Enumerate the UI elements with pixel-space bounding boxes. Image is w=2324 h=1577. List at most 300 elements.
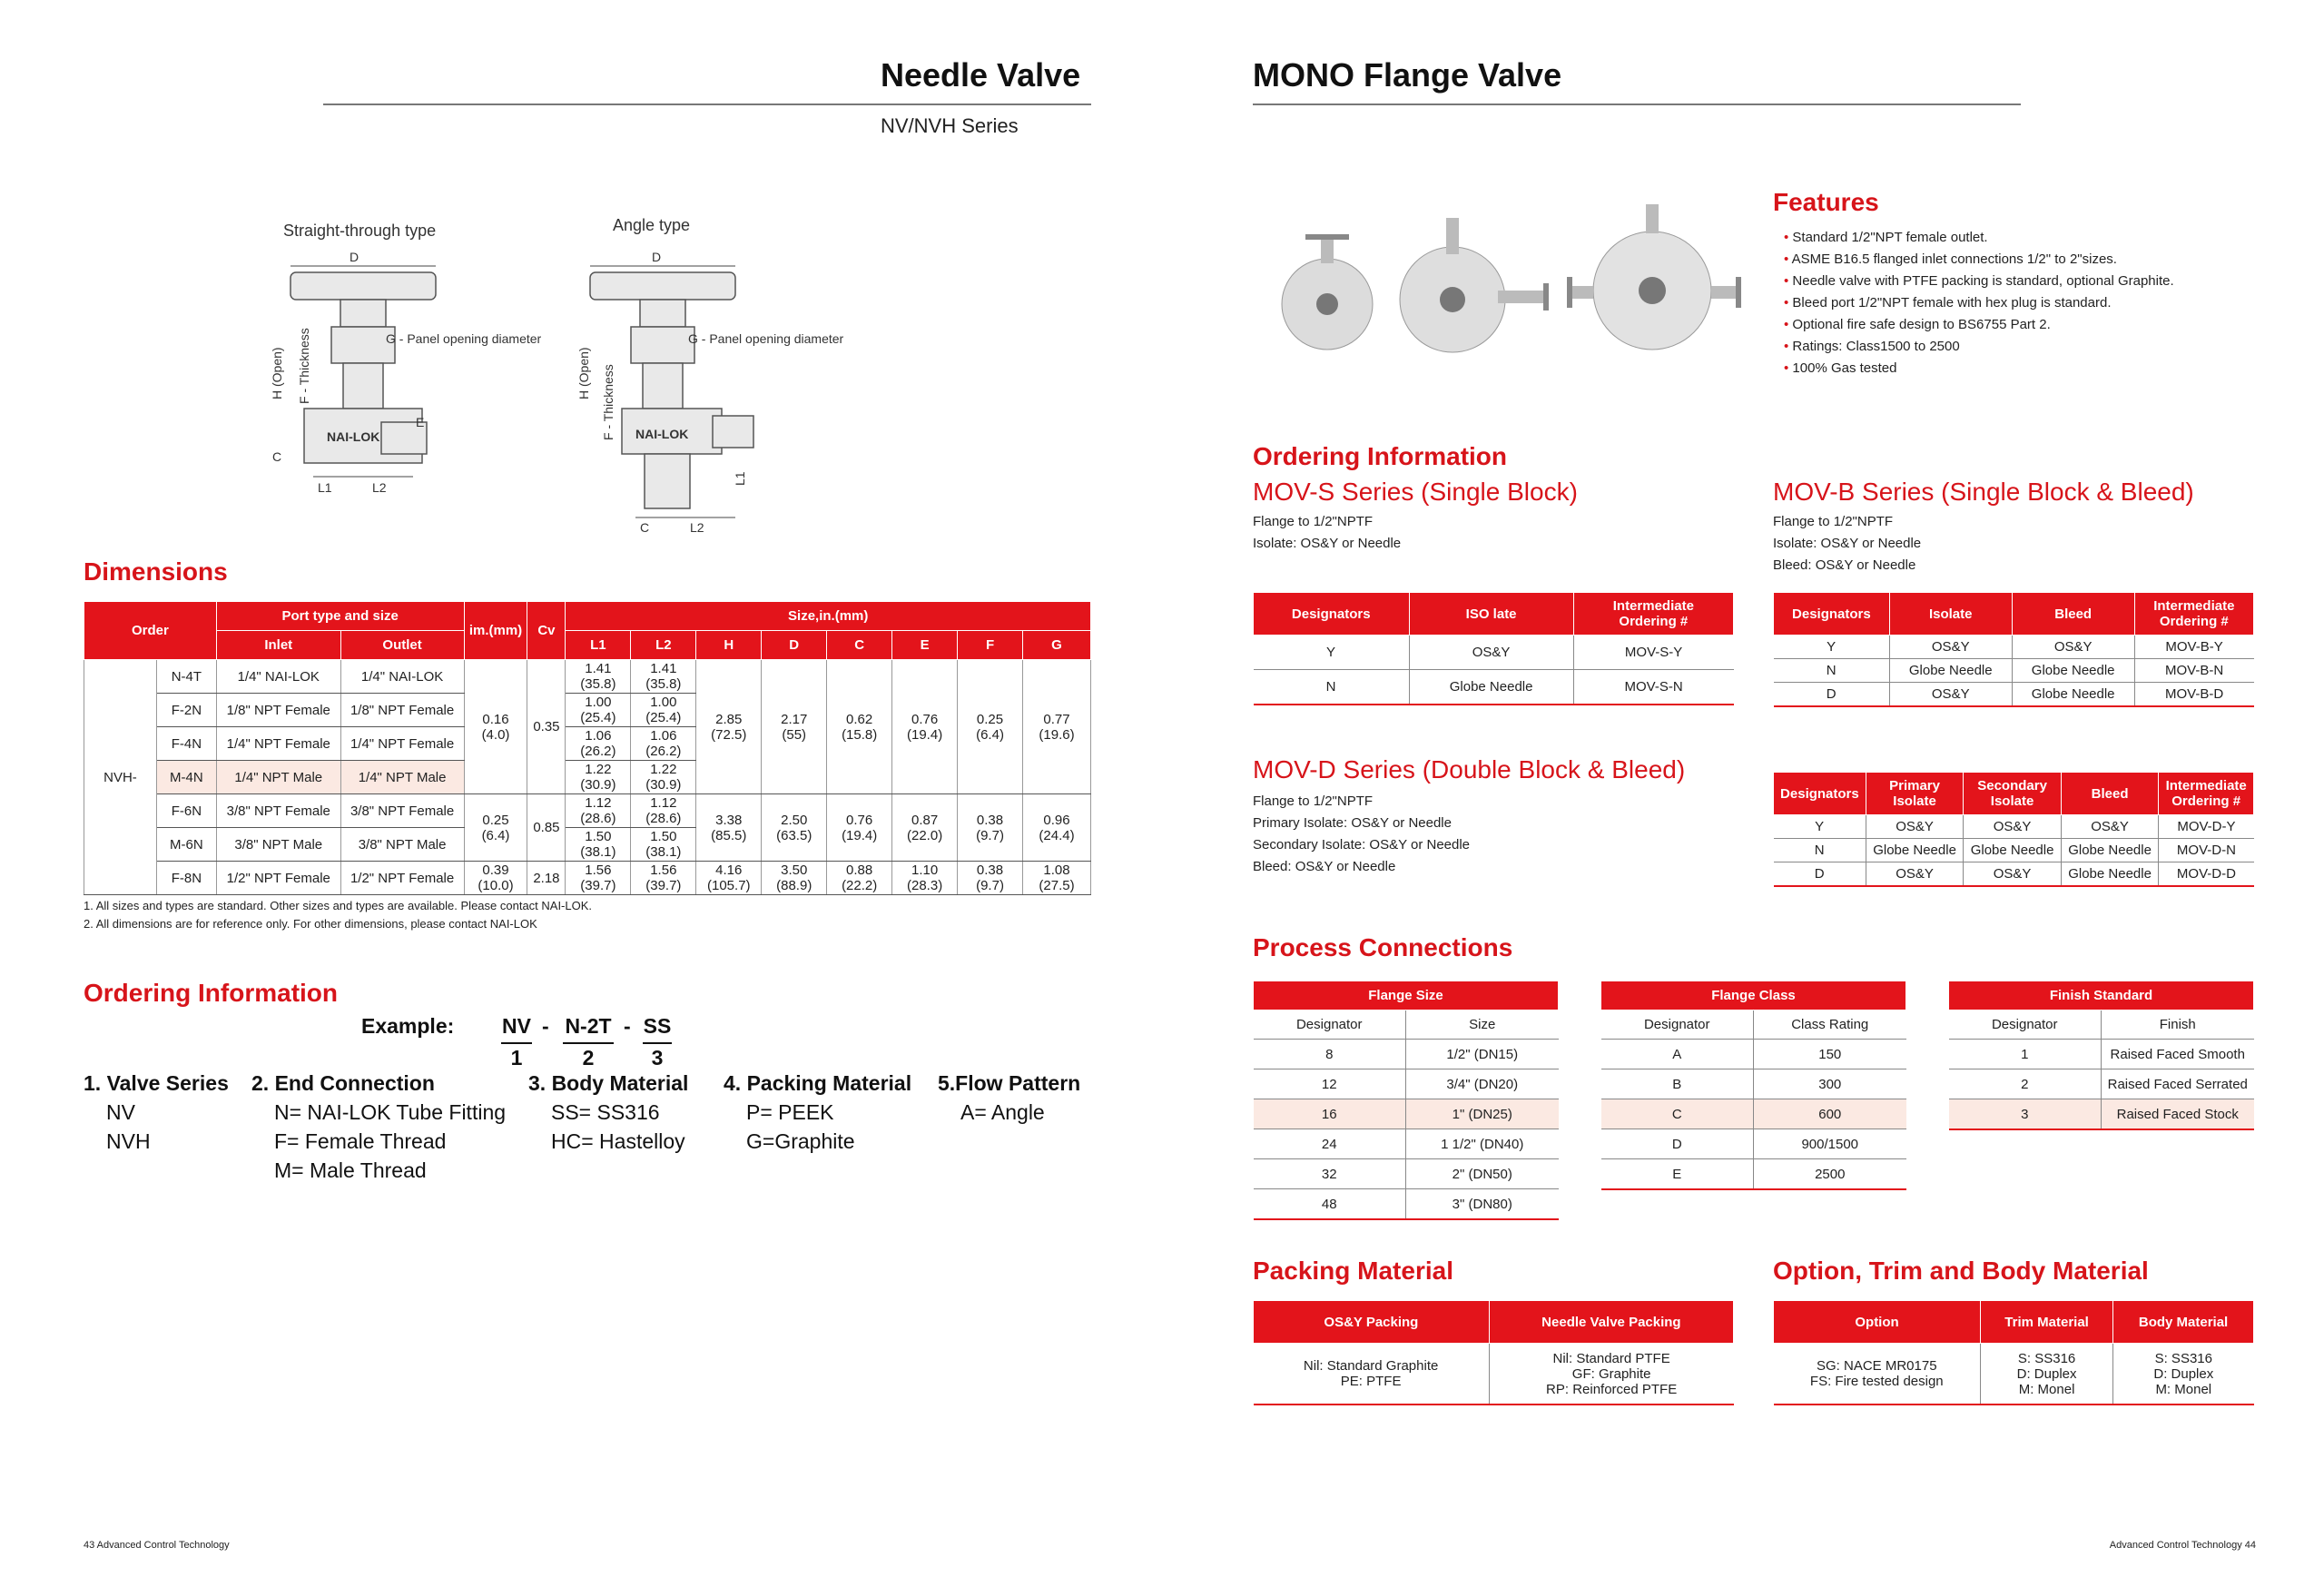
table-cell: OS&Y — [1409, 636, 1573, 670]
table-title-row — [1601, 981, 1906, 1010]
table-column-head: Designator — [1254, 1010, 1406, 1040]
dim-code-cell: N-4T — [156, 660, 216, 694]
order-column-head: 4. Packing Material — [724, 1071, 912, 1095]
angle-type-drawing — [576, 250, 844, 535]
table-cell: MOV-B-Y — [2134, 636, 2253, 659]
svg-text:D: D — [350, 250, 359, 264]
order-column-head: 2. End Connection — [251, 1071, 435, 1095]
dim-table-row — [84, 794, 1091, 828]
table-row — [1774, 815, 2254, 839]
table-header-row — [1254, 1010, 1559, 1040]
dim-inlet-cell: 1/4" NPT Female — [216, 727, 340, 761]
order-column-item: NVH — [106, 1129, 151, 1153]
packing-material-heading: Packing Material — [1253, 1257, 1453, 1285]
table-header-cell: Bleed — [2061, 773, 2159, 815]
table-title-cell: Flange Size — [1254, 981, 1559, 1010]
table-header-cell: Option — [1774, 1301, 1981, 1344]
table-cell: 1/2" (DN15) — [1406, 1040, 1559, 1069]
order-column-item: P= PEEK — [746, 1100, 834, 1124]
table-cell: Globe Needle — [2061, 862, 2159, 887]
dim-inlet-cell: 1/4" NAI-LOK — [216, 660, 340, 694]
svg-text:NAI-LOK: NAI-LOK — [327, 429, 380, 444]
dim-l1-cell: 1.41 (35.8) — [566, 660, 631, 694]
dim-code-cell: F-8N — [156, 862, 216, 895]
table-header-cell: ISO late — [1409, 593, 1573, 636]
dim-e-cell: 1.10 (28.3) — [892, 862, 958, 895]
table-row — [1254, 1099, 1559, 1129]
svg-text:L2: L2 — [690, 520, 704, 535]
dim-l1-cell: 1.56 (39.7) — [566, 862, 631, 895]
table-cell: 3 — [1949, 1099, 2102, 1130]
table-row — [1601, 1159, 1906, 1190]
movd-title: MOV-D Series (Double Block & Bleed) — [1253, 755, 1686, 784]
table-cell: B — [1601, 1069, 1754, 1099]
dim-inlet-cell: 3/8" NPT Female — [216, 794, 340, 828]
table-cell: MOV-S-Y — [1573, 636, 1733, 670]
dim-code-cell: M-4N — [156, 761, 216, 794]
table-row — [1254, 1069, 1559, 1099]
example-label: Example: — [361, 1014, 455, 1038]
table-cell: 600 — [1754, 1099, 1906, 1129]
dim-outlet-cell: 1/4" NPT Male — [340, 761, 464, 794]
finish-standard-table — [1948, 981, 2254, 1130]
table-row — [1254, 1189, 1559, 1220]
angle-type-label: Angle type — [613, 216, 691, 234]
table-header-cell: OS&Y Packing — [1254, 1301, 1490, 1344]
table-header-cell: Designators — [1774, 773, 1866, 815]
flange-class-table — [1600, 981, 1906, 1190]
movd-desc-line: Bleed: OS&Y or Needle — [1253, 859, 1396, 874]
table-header-row — [1774, 1301, 2254, 1344]
table-cell: Nil: Standard PTFE GF: Graphite RP: Reinforced PTFE — [1489, 1344, 1733, 1405]
dim-l1-cell: 1.06 (26.2) — [566, 727, 631, 761]
table-cell: Raised Faced Serrated — [2102, 1069, 2254, 1099]
bullet-icon: • — [1784, 230, 1793, 245]
table-cell: 300 — [1754, 1069, 1906, 1099]
svg-text:H (Open): H (Open) — [270, 347, 284, 399]
movb-desc-line: Isolate: OS&Y or Needle — [1773, 536, 1922, 551]
table-row — [1949, 1099, 2254, 1130]
table-row — [1774, 862, 2254, 887]
table-cell: OS&Y — [1889, 636, 2012, 659]
table-row — [1774, 1344, 2254, 1405]
table-cell: N — [1254, 670, 1410, 705]
feature-item — [1784, 249, 2174, 271]
table-cell: 8 — [1254, 1040, 1406, 1069]
table-cell: OS&Y — [1964, 815, 2062, 839]
table-title-row — [1254, 981, 1559, 1010]
bullet-icon: • — [1784, 360, 1793, 376]
table-cell: A — [1601, 1040, 1754, 1069]
table-row — [1774, 839, 2254, 862]
example-num-1: 1 — [510, 1046, 523, 1069]
title-rule-right — [1253, 103, 2021, 105]
feature-text: Bleed port 1/2"NPT female with hex plug is standard. — [1792, 295, 2112, 310]
dim-l2-cell: 1.22 (30.9) — [631, 761, 696, 794]
table-cell: OS&Y — [2012, 636, 2134, 659]
feature-item — [1784, 358, 2174, 379]
dim-table-row — [84, 862, 1091, 895]
dim-inlet-cell: 1/8" NPT Female — [216, 694, 340, 727]
order-column-item: G=Graphite — [746, 1129, 855, 1153]
valve-single-block — [1282, 234, 1373, 350]
table-cell: D — [1774, 683, 1890, 707]
table-header-cell: Trim Material — [1981, 1301, 2113, 1344]
dim-f-cell: 0.38 (9.7) — [958, 862, 1023, 895]
table-row — [1254, 636, 1734, 670]
table-header-cell: Primary Isolate — [1866, 773, 1964, 815]
table-cell: OS&Y — [1866, 815, 1964, 839]
table-cell: Globe Needle — [1964, 839, 2062, 862]
svg-text:L1: L1 — [318, 480, 332, 495]
table-cell: Globe Needle — [2012, 659, 2134, 683]
table-cell: MOV-B-N — [2134, 659, 2253, 683]
table-cell: 32 — [1254, 1159, 1406, 1189]
table-column-head: Finish — [2102, 1010, 2254, 1040]
table-header-cell: Body Material — [2113, 1301, 2254, 1344]
footer-right: Advanced Control Technology 44 — [2109, 1540, 2256, 1551]
table-cell: Y — [1254, 636, 1410, 670]
order-column-item: N= NAI-LOK Tube Fitting — [274, 1100, 507, 1124]
table-cell: 12 — [1254, 1069, 1406, 1099]
table-cell: Globe Needle — [1889, 659, 2012, 683]
feature-text: Needle valve with PTFE packing is standard, optional Graphite. — [1792, 273, 2174, 289]
table-title-cell: Flange Class — [1601, 981, 1906, 1010]
table-cell: Nil: Standard Graphite PE: PTFE — [1254, 1344, 1490, 1405]
features-heading: Features — [1773, 188, 1879, 216]
dim-inlet-cell: 1/2" NPT Female — [216, 862, 340, 895]
example-part-2: N-2T — [563, 1014, 614, 1044]
table-row — [1774, 659, 2254, 683]
table-row — [1774, 683, 2254, 707]
table-cell: Globe Needle — [1866, 839, 1964, 862]
feature-text: ASME B16.5 flanged inlet connections 1/2" to 2"sizes. — [1791, 251, 2117, 267]
dim-l1-cell: 1.00 (25.4) — [566, 694, 631, 727]
right-page-title: MONO Flange Valve — [1253, 56, 1562, 94]
dim-outlet-cell: 1/2" NPT Female — [340, 862, 464, 895]
dim-d-cell: 3.50 (88.9) — [762, 862, 827, 895]
table-cell: Globe Needle — [2012, 683, 2134, 707]
dim-code-cell: F-4N — [156, 727, 216, 761]
dim-g-cell: 0.77 (19.6) — [1022, 660, 1090, 794]
bullet-icon: • — [1784, 317, 1793, 332]
dim-cv-cell: 2.18 — [527, 862, 566, 895]
dim-l2-cell: 1.12 (28.6) — [631, 794, 696, 828]
dim-inlet-cell: 3/8" NPT Male — [216, 828, 340, 862]
table-cell: 900/1500 — [1754, 1129, 1906, 1159]
table-header-cell: Designators — [1774, 593, 1890, 636]
dim-outlet-cell: 1/8" NPT Female — [340, 694, 464, 727]
table-header-cell: Intermediate Ordering # — [2159, 773, 2254, 815]
table-header-row — [1254, 1301, 1734, 1344]
movs-desc-line: Isolate: OS&Y or Needle — [1253, 536, 1402, 551]
svg-text:L1: L1 — [733, 471, 747, 486]
table-row — [1949, 1040, 2254, 1069]
table-cell: 1 1/2" (DN40) — [1406, 1129, 1559, 1159]
order-column-head: 5.Flow Pattern — [938, 1071, 1081, 1095]
order-column-head: 1. Valve Series — [84, 1071, 229, 1095]
movd-desc-line: Secondary Isolate: OS&Y or Needle — [1253, 837, 1471, 853]
example-num-3: 3 — [651, 1046, 664, 1069]
feature-text: 100% Gas tested — [1792, 360, 1897, 376]
order-column-item: F= Female Thread — [274, 1129, 447, 1153]
table-cell: 2" (DN50) — [1406, 1159, 1559, 1189]
table-cell: 48 — [1254, 1189, 1406, 1220]
order-column-head: 3. Body Material — [528, 1071, 689, 1095]
dim-f-cell: 0.38 (9.7) — [958, 794, 1023, 862]
movs-table — [1253, 592, 1734, 705]
dim-e-cell: 0.76 (19.4) — [892, 660, 958, 794]
table-cell: MOV-B-D — [2134, 683, 2253, 707]
left-subtitle: NV/NVH Series — [881, 114, 1019, 137]
table-header-row — [1254, 593, 1734, 636]
dim-l1-cell: 1.50 (38.1) — [566, 828, 631, 862]
ordering-heading-left: Ordering Information — [84, 979, 338, 1007]
order-column-item: A= Angle — [960, 1100, 1045, 1124]
table-cell: E — [1601, 1159, 1754, 1190]
dim-d-cell: 2.50 (63.5) — [762, 794, 827, 862]
table-header-row — [1774, 593, 2254, 636]
left-page-title: Needle Valve — [881, 56, 1081, 94]
feature-text: Optional fire safe design to BS6755 Part 2. — [1792, 317, 2051, 332]
note-2: 2. All dimensions are for reference only. For other dimensions, please contact NAI-LOK — [84, 917, 537, 931]
title-rule — [323, 103, 1091, 105]
bullet-icon: • — [1784, 273, 1793, 289]
table-cell: OS&Y — [1889, 683, 2012, 707]
table-cell: MOV-D-D — [2159, 862, 2254, 887]
table-cell: Y — [1774, 636, 1890, 659]
dim-outlet-cell: 3/8" NPT Female — [340, 794, 464, 828]
svg-text:G - Panel opening diameter: G - Panel opening diameter — [386, 331, 542, 346]
table-header-cell: Intermediate Ordering # — [2134, 593, 2253, 636]
dim-c-cell: 0.88 (22.2) — [827, 862, 892, 895]
feature-item — [1784, 227, 2174, 249]
table-cell: 2 — [1949, 1069, 2102, 1099]
bullet-icon: • — [1784, 295, 1793, 310]
valve-single-block-bleed — [1400, 218, 1549, 352]
table-row — [1601, 1040, 1906, 1069]
dim-l2-cell: 1.56 (39.7) — [631, 862, 696, 895]
needle-valve-drawings — [263, 209, 899, 545]
series-cell: NVH- — [84, 660, 157, 895]
svg-text:F - Thickness: F - Thickness — [601, 364, 615, 440]
table-cell: C — [1601, 1099, 1754, 1129]
table-row — [1254, 1129, 1559, 1159]
dim-h-cell: 4.16 (105.7) — [696, 862, 762, 895]
bullet-icon: • — [1784, 339, 1793, 354]
dim-g-cell: 0.96 (24.4) — [1022, 794, 1090, 862]
dim-h-cell: 3.38 (85.5) — [696, 794, 762, 862]
dim-l1-cell: 1.12 (28.6) — [566, 794, 631, 828]
svg-text:D: D — [652, 250, 662, 264]
dim-code-cell: M-6N — [156, 828, 216, 862]
example-sep-1: - — [542, 1014, 549, 1038]
features-list — [1773, 227, 2174, 379]
table-row — [1601, 1099, 1906, 1129]
table-cell: 3/4" (DN20) — [1406, 1069, 1559, 1099]
flange-size-table — [1253, 981, 1559, 1220]
svg-text:NAI-LOK: NAI-LOK — [635, 427, 689, 441]
process-connections-heading: Process Connections — [1253, 933, 1513, 961]
movd-table — [1773, 772, 2254, 887]
movd-desc-line: Flange to 1/2"NPTF — [1253, 793, 1374, 809]
order-column-item: SS= SS316 — [551, 1100, 660, 1124]
dim-l2-cell: 1.00 (25.4) — [631, 694, 696, 727]
dim-l2-cell: 1.50 (38.1) — [631, 828, 696, 862]
table-cell: S: SS316 D: Duplex M: Monel — [2113, 1344, 2254, 1405]
ordering-heading-right: Ordering Information — [1253, 442, 1507, 470]
dim-table-row — [84, 660, 1091, 694]
table-cell: MOV-D-Y — [2159, 815, 2254, 839]
order-column-item: M= Male Thread — [274, 1158, 427, 1182]
dim-c-cell: 0.76 (19.4) — [827, 794, 892, 862]
table-cell: 24 — [1254, 1129, 1406, 1159]
dim-g-cell: 1.08 (27.5) — [1022, 862, 1090, 895]
dim-code-cell: F-2N — [156, 694, 216, 727]
svg-text:C: C — [272, 449, 282, 464]
dim-f-cell: 0.25 (6.4) — [958, 660, 1023, 794]
table-row — [1774, 636, 2254, 659]
table-cell: 1 — [1949, 1040, 2102, 1069]
straight-through-label: Straight-through type — [283, 222, 437, 240]
table-title-row — [1949, 981, 2254, 1010]
feature-text: Standard 1/2"NPT female outlet. — [1792, 230, 1988, 245]
table-cell: 1" (DN25) — [1406, 1099, 1559, 1129]
table-cell: D — [1601, 1129, 1754, 1159]
dim-outlet-cell: 1/4" NPT Female — [340, 727, 464, 761]
table-cell: Y — [1774, 815, 1866, 839]
table-row — [1949, 1069, 2254, 1099]
table-cell: Raised Faced Stock — [2102, 1099, 2254, 1130]
table-header-row — [1949, 1010, 2254, 1040]
svg-text:L2: L2 — [372, 480, 387, 495]
movs-title: MOV-S Series (Single Block) — [1253, 478, 1578, 506]
dim-h-cell: 2.85 (72.5) — [696, 660, 762, 794]
dim-e-cell: 0.87 (22.0) — [892, 794, 958, 862]
movd-desc — [1253, 791, 1470, 878]
svg-text:G - Panel opening diameter: G - Panel opening diameter — [688, 331, 844, 346]
table-cell: MOV-D-N — [2159, 839, 2254, 862]
dim-code-cell: F-6N — [156, 794, 216, 828]
dim-cv-cell: 0.35 — [527, 660, 566, 794]
dimensions-table: Order Port type and size im.(mm) Cv Size,in.(mm) Inlet Outlet L1 L2 H D C E F G NVH- N-4T 1/4" NAI-LOK 1/4" NAI-LOK 0.16 (4.0) 0.35 1.41 (35.8) 1.41 (35.8) 2.85 (72.5) 2.17 (55) 0.62 (15.8) 0.76 (19.4) 0.25 (6.4) 0.77 (19.6) F-2N 1/8" NPT Female 1/8" NPT Female 1.00 (25.4) 1.00 (25.4) F-4N 1/4" NPT Female 1/4" NPT Female 1.06 (26.2) 1.06 (26.2) M-4N 1/4" NPT Male 1/4" NPT Male 1.22 (30.9) 1.22 (30.9) F-6N 3/8" NPT Female 3/8" NPT Female 0.25 (6.4) 0.85 1.12 (28.6) 1.12 (28.6) 3.38 (85.5) 2.50 (63.5) 0.76 (19.4) 0.87 (22.0) 0.38 (9.7) 0.96 (24.4) M-6N 3/8" NPT Male 3/8" NPT Male 1.50 (38.1) 1.50 (38.1) F-8N 1/2" NPT Female 1/2" NPT Female 0.39 (10.0) 2.18 1.56 (39.7) 1.56 (39.7) 4.16 (105.7) 3.50 (88.9) 0.88 (22.2) 1.10 (28.3) 0.38 (9.7) 1.08 (27.5) — [84, 601, 1091, 895]
table-column-head: Designator — [1601, 1010, 1754, 1040]
table-cell: 150 — [1754, 1040, 1906, 1069]
dim-c-cell: 0.62 (15.8) — [827, 660, 892, 794]
movb-desc-line: Flange to 1/2"NPTF — [1773, 514, 1894, 529]
table-header-row — [1774, 773, 2254, 815]
movs-desc — [1253, 511, 1401, 555]
movb-title: MOV-B Series (Single Block & Bleed) — [1773, 478, 2194, 506]
table-row — [1254, 1344, 1734, 1405]
dim-d-cell: 2.17 (55) — [762, 660, 827, 794]
movb-desc — [1773, 511, 1921, 577]
table-row — [1254, 1159, 1559, 1189]
table-cell: 16 — [1254, 1099, 1406, 1129]
table-cell: OS&Y — [1964, 862, 2062, 887]
table-header-cell: Secondary Isolate — [1964, 773, 2062, 815]
table-cell: OS&Y — [1866, 862, 1964, 887]
table-title-cell: Finish Standard — [1949, 981, 2254, 1010]
feature-item — [1784, 314, 2174, 336]
order-column-item: HC= Hastelloy — [551, 1129, 685, 1153]
feature-item — [1784, 336, 2174, 358]
mono-flange-valve-photo — [1271, 200, 1752, 372]
dim-l2-cell: 1.06 (26.2) — [631, 727, 696, 761]
example-sep-2: - — [624, 1014, 631, 1038]
dim-inlet-cell: 1/4" NPT Male — [216, 761, 340, 794]
table-cell: Globe Needle — [1409, 670, 1573, 705]
table-row — [1254, 670, 1734, 705]
table-column-head: Class Rating — [1754, 1010, 1906, 1040]
dim-im-cell: 0.25 (6.4) — [464, 794, 527, 862]
svg-text:C: C — [640, 520, 650, 535]
table-column-head: Designator — [1949, 1010, 2102, 1040]
table-row — [1254, 1040, 1559, 1069]
svg-text:H (Open): H (Open) — [576, 347, 591, 399]
table-row — [1601, 1129, 1906, 1159]
feature-item — [1784, 271, 2174, 292]
dimensions-heading: Dimensions — [84, 557, 228, 586]
table-header-cell: Intermediate Ordering # — [1573, 593, 1733, 636]
valve-double-block-bleed — [1567, 204, 1741, 350]
svg-text:F - Thickness: F - Thickness — [297, 328, 311, 404]
table-cell: 3" (DN80) — [1406, 1189, 1559, 1220]
table-cell: 2500 — [1754, 1159, 1906, 1190]
movb-desc-line: Bleed: OS&Y or Needle — [1773, 557, 1916, 573]
table-cell: Raised Faced Smooth — [2102, 1040, 2254, 1069]
dim-outlet-cell: 3/8" NPT Male — [340, 828, 464, 862]
movd-desc-line: Primary Isolate: OS&Y or Needle — [1253, 815, 1452, 831]
dim-l1-cell: 1.22 (30.9) — [566, 761, 631, 794]
packing-material-table — [1253, 1300, 1734, 1405]
table-header-cell: Needle Valve Packing — [1489, 1301, 1733, 1344]
table-cell: OS&Y — [2061, 815, 2159, 839]
svg-text:E: E — [416, 415, 425, 429]
option-trim-body-table — [1773, 1300, 2254, 1405]
movs-desc-line: Flange to 1/2"NPTF — [1253, 514, 1374, 529]
dim-outlet-cell: 1/4" NAI-LOK — [340, 660, 464, 694]
feature-text: Ratings: Class1500 to 2500 — [1792, 339, 1960, 354]
note-1: 1. All sizes and types are standard. Other sizes and types are available. Please contact NAI-LOK. — [84, 899, 593, 912]
table-cell: N — [1774, 839, 1866, 862]
straight-through-drawing — [270, 250, 542, 495]
table-header-cell: Designators — [1254, 593, 1410, 636]
feature-item — [1784, 292, 2174, 314]
bullet-icon: • — [1784, 251, 1792, 267]
footer-left: 43 Advanced Control Technology — [84, 1540, 230, 1551]
table-row — [1601, 1069, 1906, 1099]
table-cell: MOV-S-N — [1573, 670, 1733, 705]
movb-table — [1773, 592, 2254, 707]
dim-im-cell: 0.39 (10.0) — [464, 862, 527, 895]
table-cell: D — [1774, 862, 1866, 887]
table-header-row — [1601, 1010, 1906, 1040]
table-column-head: Size — [1406, 1010, 1559, 1040]
example-num-2: 2 — [582, 1046, 595, 1069]
table-header-cell: Bleed — [2012, 593, 2134, 636]
table-cell: Globe Needle — [2061, 839, 2159, 862]
table-cell: S: SS316 D: Duplex M: Monel — [1981, 1344, 2113, 1405]
order-column-item: NV — [106, 1100, 135, 1124]
table-cell: N — [1774, 659, 1890, 683]
example-part-3: SS — [643, 1014, 672, 1044]
example-part-1: NV — [501, 1014, 532, 1044]
dim-l2-cell: 1.41 (35.8) — [631, 660, 696, 694]
table-cell: SG: NACE MR0175 FS: Fire tested design — [1774, 1344, 1981, 1405]
dim-cv-cell: 0.85 — [527, 794, 566, 862]
dim-im-cell: 0.16 (4.0) — [464, 660, 527, 794]
